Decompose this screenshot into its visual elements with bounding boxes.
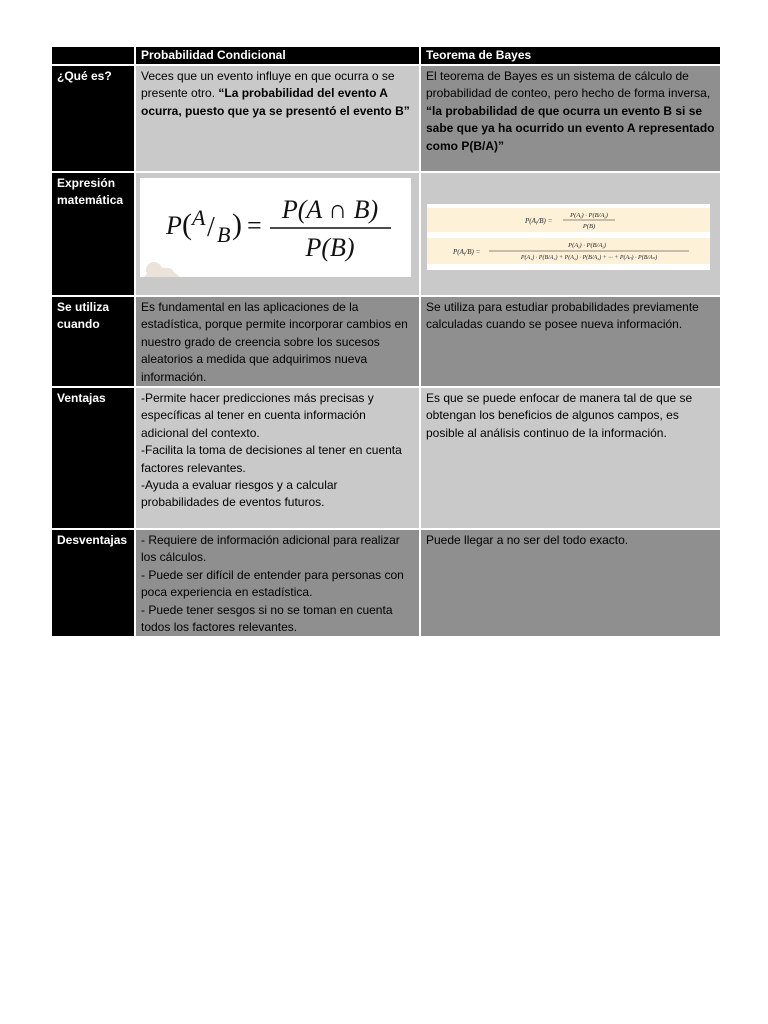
cell-ventajas-condicional (136, 388, 419, 528)
svg-text:P(Ai/B) =: $P(A_i/B)$ = (525, 217, 553, 227)
row-label-ventajas: Ventajas (52, 388, 134, 528)
svg-text:P(B): P(B) (582, 223, 596, 230)
formula1-numerator: P(A ∩ B) (281, 195, 379, 224)
svg-text:): ) (232, 208, 242, 241)
header-blank-cell (52, 47, 134, 64)
que-es-bayes-quote: “la probabilidad de que ocurra un evento B si se sabe que ya ha ocurrido un evento A representado como P(B/A)” (426, 103, 715, 153)
svg-text:P(Ai) · P(B/Ai): $P(A_i) \cdot P(B/A_i)$ (570, 212, 608, 220)
formula1-lhs-a: A (192, 205, 206, 230)
cell-expresion-bayes (421, 173, 720, 295)
desventajas-item: - Puede ser difícil de entender para personas con poca experiencia en estadística. (141, 567, 404, 600)
svg-text:P(Ai/B) =: $P(A_i/B)$ = (453, 248, 481, 258)
conditional-probability-formula (140, 178, 411, 277)
ventajas-item: -Ayuda a evaluar riesgos y a calcular probabilidades de eventos futuros. (141, 478, 338, 510)
cell-desventajas-condicional (136, 530, 419, 636)
cell-que-es-condicional (136, 66, 419, 171)
cell-desventajas-bayes: Puede llegar a no ser del todo exacto. (421, 530, 720, 636)
ventajas-item: -Permite hacer predicciones más precisas y específicas al tener en cuenta información adicional del contexto. (141, 391, 374, 440)
row-label-se-utiliza: Se utiliza cuando (52, 297, 134, 386)
row-label-expresion: Expresión matemática (52, 173, 134, 295)
formula1-lhs-b: B (217, 222, 231, 247)
svg-text:P(Ai) · P(B/Ai): $P(A_i) \cdot P(B/A_i)$ (568, 242, 606, 250)
que-es-condicional-text: Veces que un evento influye en que ocurra o se presente otro. (141, 69, 395, 101)
que-es-condicional-quote: “La probabilidad del evento A ocurra, puesto que ya se presentó el evento B” (141, 86, 410, 118)
formula1-lhs-slash: / (207, 212, 215, 243)
header-teorema-de-bayes: Teorema de Bayes (421, 47, 720, 64)
cell-expresion-condicional (136, 173, 419, 295)
cell-que-es-bayes (421, 66, 720, 171)
formula1-denominator: P(B) (305, 233, 355, 262)
row-label-que-es: ¿Qué es? (52, 66, 134, 171)
desventajas-item: - Puede tener sesgos si no se toman en cuenta todos los factores relevantes. (141, 602, 393, 635)
row-label-desventajas: Desventajas (52, 530, 134, 636)
formula1-equals: = (247, 211, 262, 240)
cell-ventajas-bayes: Es que se puede enfocar de manera tal de que se obtengan los beneficios de algunos campos, es posible al análisis continuo de la información. (421, 388, 720, 528)
que-es-bayes-text: El teorema de Bayes es un sistema de cálculo de probabilidad de conteo, pero hecho de forma inversa, (426, 69, 711, 101)
ventajas-item: -Facilita la toma de decisiones al tener en cuenta factores relevantes. (141, 443, 402, 475)
svg-text:(: ( (182, 208, 192, 241)
cell-se-utiliza-bayes: Se utiliza para estudiar probabilidades previamente calculadas cuando se posee nueva información. (421, 297, 720, 386)
comparison-table (52, 47, 718, 636)
bayes-theorem-formula (427, 204, 710, 270)
formula1-lhs-p: P (166, 211, 182, 240)
svg-text:P(A₁) · P(B/A₁) + P(A₂) · P(B/: P(A₁) · P(B/A₁) + P(A₂) · P(B/A₂) + ··· + P(Aₙ) · P(B/Aₙ) (520, 255, 658, 261)
desventajas-item: - Requiere de información adicional para realizar los cálculos. (141, 533, 400, 565)
cell-se-utiliza-condicional: Es fundamental en las aplicaciones de la estadística, porque permite incorporar cambios en nuestro grado de creencia sobre los sucesos aleatorios a medida que adquirimos nueva información. (136, 297, 419, 386)
header-probabilidad-condicional: Probabilidad Condicional (136, 47, 419, 64)
